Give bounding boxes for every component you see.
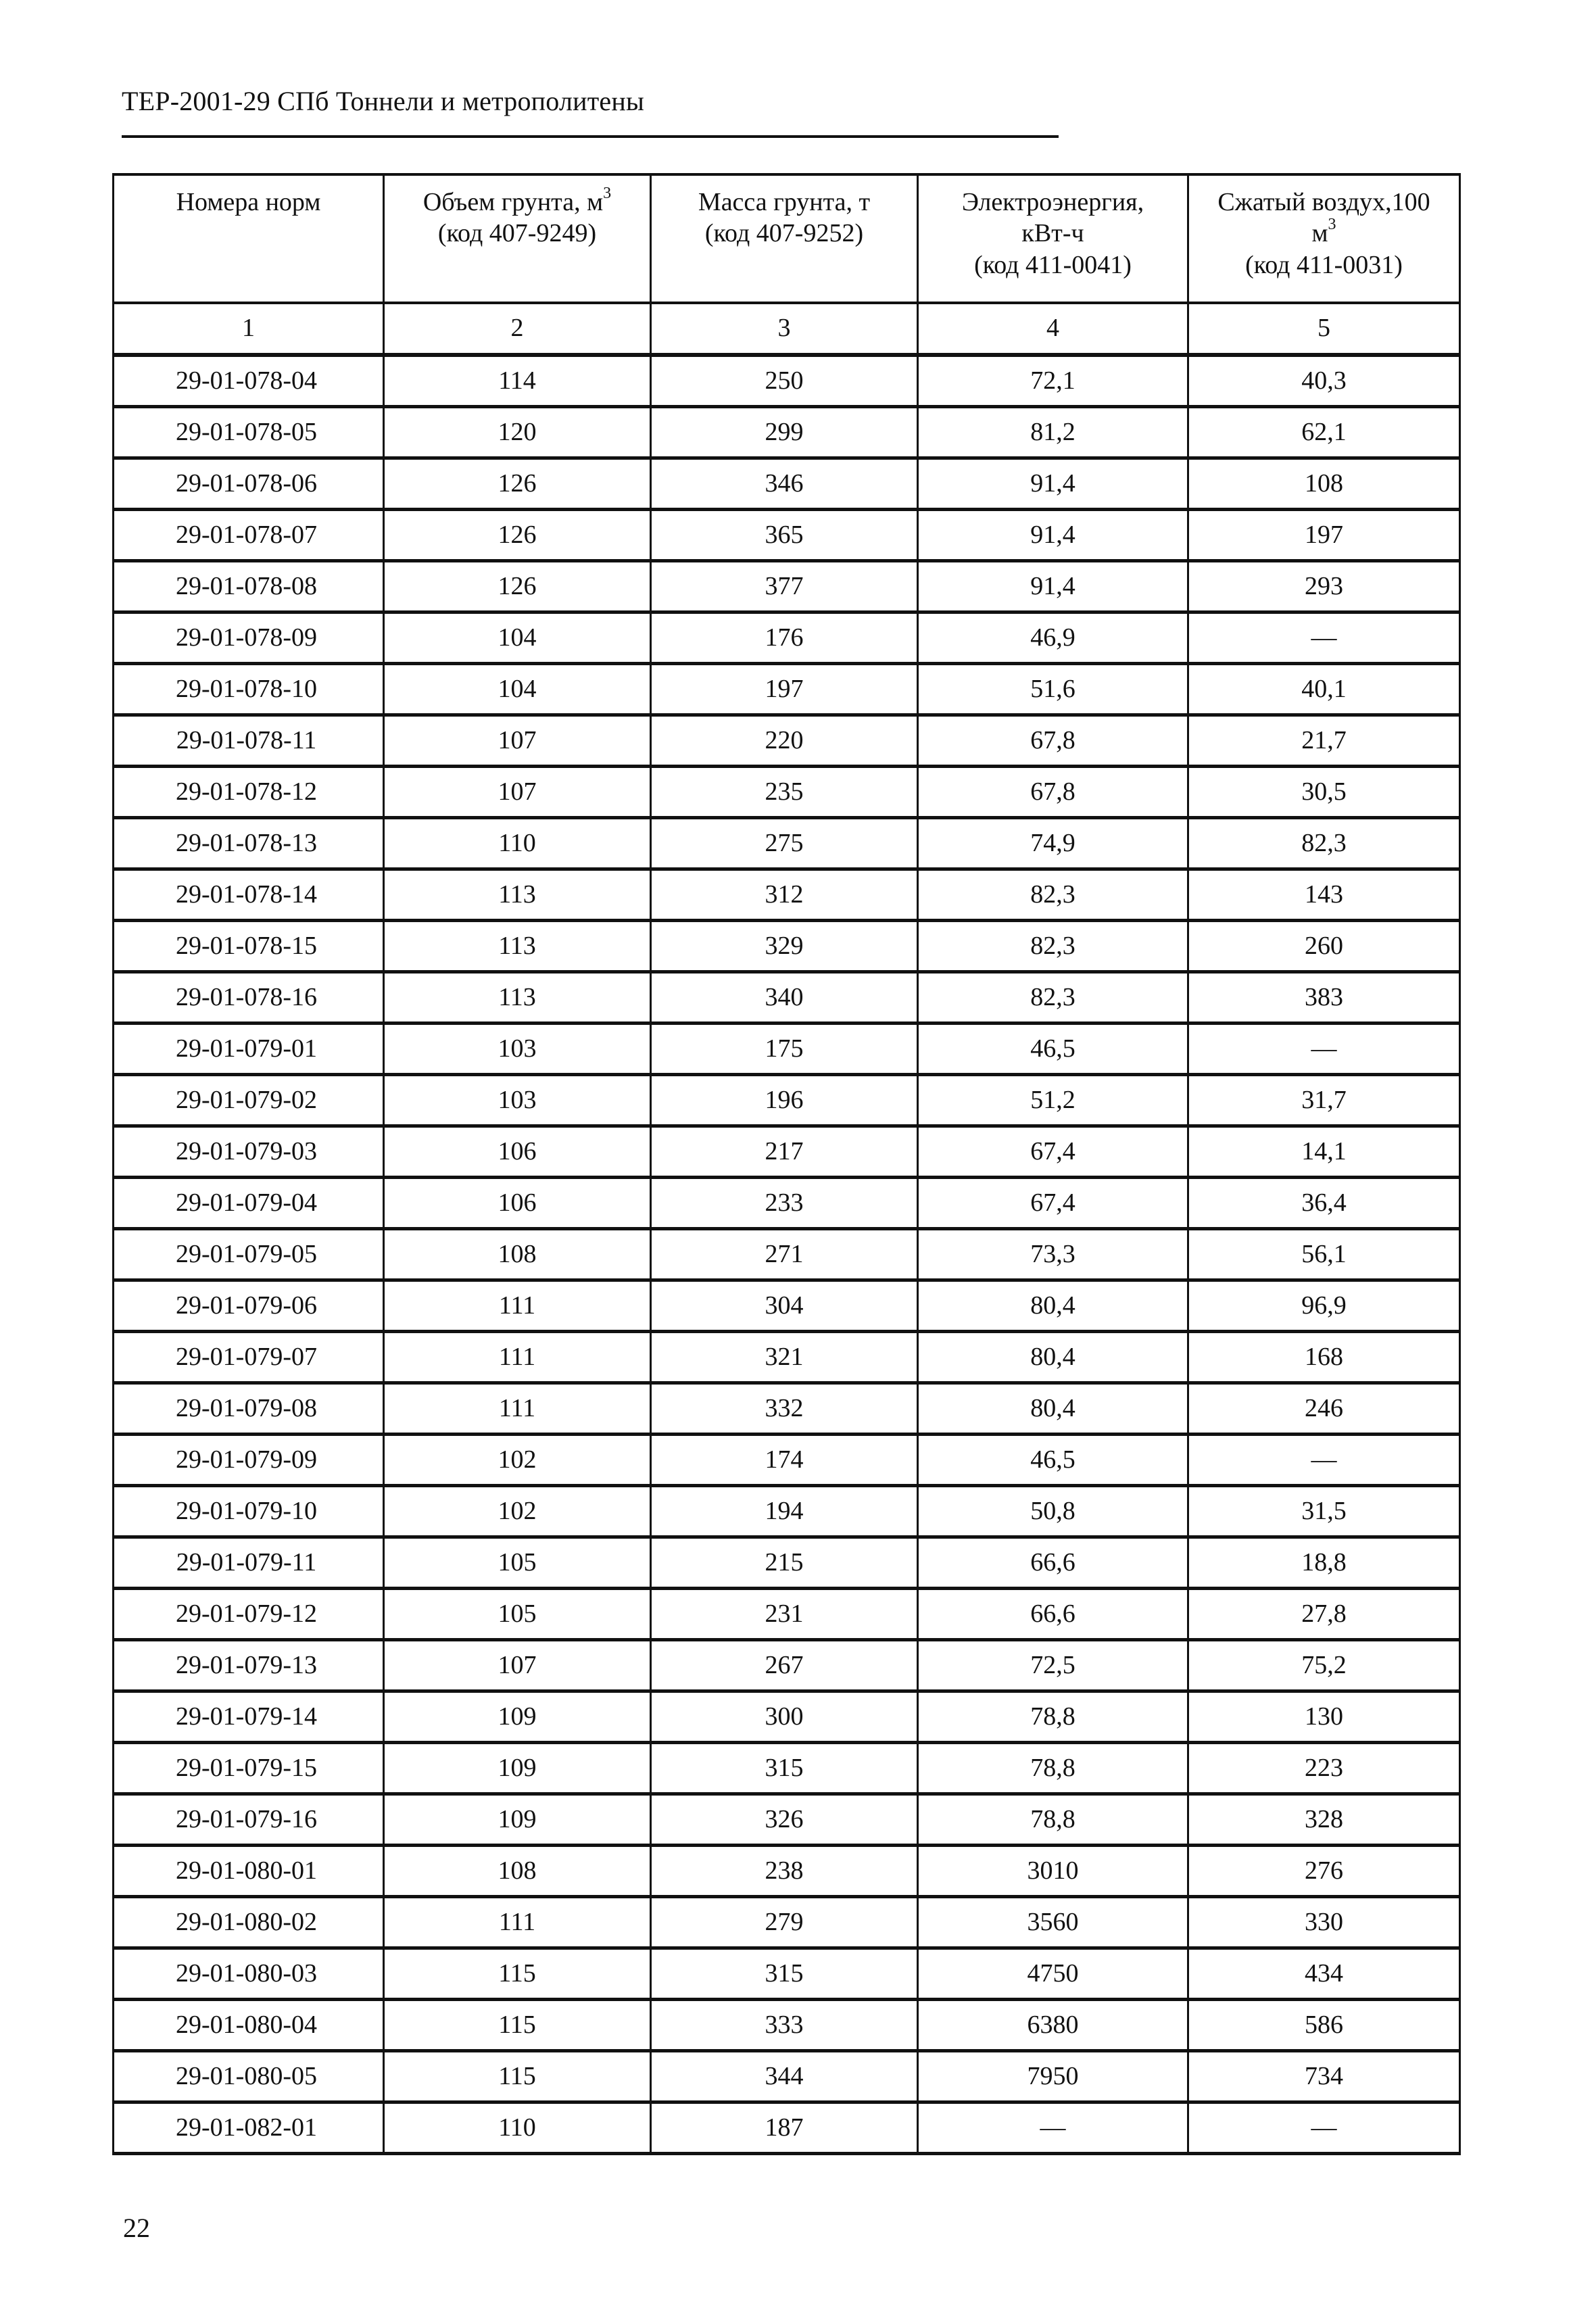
norm-number-cell: 29-01-078-05 — [114, 407, 384, 458]
table-row — [114, 2000, 1460, 2051]
norm-number-cell: 29-01-079-10 — [114, 1486, 384, 1537]
soil-mass-cell: 196 — [651, 1075, 918, 1126]
electricity-cell: 3560 — [918, 1897, 1188, 1948]
soil-mass-cell: 175 — [651, 1024, 918, 1075]
compressed-air-cell: 260 — [1188, 921, 1460, 972]
soil-mass-cell: 233 — [651, 1178, 918, 1229]
soil-mass-cell: 279 — [651, 1897, 918, 1948]
electricity-cell: 81,2 — [918, 407, 1188, 458]
norm-number-cell: 29-01-080-04 — [114, 2000, 384, 2051]
compressed-air-cell: 328 — [1188, 1794, 1460, 1846]
norm-number-cell: 29-01-078-12 — [114, 767, 384, 818]
header-line: (код 407-9249) — [437, 219, 597, 248]
table-row — [114, 1024, 1460, 1075]
table-row — [114, 612, 1460, 664]
table-row — [114, 561, 1460, 612]
header-line: Электроэнергия, — [961, 188, 1144, 216]
table-row — [114, 1846, 1460, 1897]
soil-volume-cell: 115 — [384, 1948, 651, 2000]
compressed-air-cell: 586 — [1188, 2000, 1460, 2051]
electricity-cell: 66,6 — [918, 1589, 1188, 1640]
electricity-cell: 46,9 — [918, 612, 1188, 664]
electricity-cell: 80,4 — [918, 1332, 1188, 1383]
norm-number-cell: 29-01-079-16 — [114, 1794, 384, 1846]
norm-number-cell: 29-01-078-06 — [114, 458, 384, 510]
column-header-soil-volume — [384, 174, 651, 303]
table-row — [114, 1948, 1460, 2000]
soil-volume-cell: 126 — [384, 510, 651, 561]
table-row — [114, 921, 1460, 972]
soil-mass-cell: 275 — [651, 818, 918, 869]
soil-volume-cell: 114 — [384, 355, 651, 407]
compressed-air-cell: 130 — [1188, 1691, 1460, 1743]
compressed-air-cell: 36,4 — [1188, 1178, 1460, 1229]
soil-volume-cell: 109 — [384, 1691, 651, 1743]
soil-mass-cell: 346 — [651, 458, 918, 510]
norm-number-cell: 29-01-078-13 — [114, 818, 384, 869]
compressed-air-cell: 18,8 — [1188, 1537, 1460, 1589]
soil-volume-cell: 111 — [384, 1897, 651, 1948]
electricity-cell: 78,8 — [918, 1691, 1188, 1743]
soil-mass-cell: 250 — [651, 355, 918, 407]
column-header-electricity — [918, 174, 1188, 303]
soil-mass-cell: 329 — [651, 921, 918, 972]
soil-volume-cell: 113 — [384, 972, 651, 1024]
soil-volume-cell: 102 — [384, 1486, 651, 1537]
table-row — [114, 818, 1460, 869]
table-row — [114, 2102, 1460, 2154]
compressed-air-cell: 293 — [1188, 561, 1460, 612]
norm-number-cell: 29-01-079-14 — [114, 1691, 384, 1743]
compressed-air-cell: 31,5 — [1188, 1486, 1460, 1537]
soil-volume-cell: 115 — [384, 2051, 651, 2102]
header-line: (код 411-0041) — [974, 250, 1132, 279]
soil-volume-cell: 106 — [384, 1178, 651, 1229]
norm-number-cell: 29-01-079-03 — [114, 1126, 384, 1178]
soil-volume-cell: 126 — [384, 561, 651, 612]
soil-mass-cell: 315 — [651, 1948, 918, 2000]
compressed-air-cell: — — [1188, 612, 1460, 664]
norm-number-cell: 29-01-079-11 — [114, 1537, 384, 1589]
soil-volume-cell: 120 — [384, 407, 651, 458]
superscript: 3 — [603, 185, 612, 202]
soil-mass-cell: 344 — [651, 2051, 918, 2102]
compressed-air-cell: 62,1 — [1188, 407, 1460, 458]
table-row — [114, 869, 1460, 921]
soil-mass-cell: 174 — [651, 1435, 918, 1486]
table-row — [114, 1075, 1460, 1126]
compressed-air-cell: 75,2 — [1188, 1640, 1460, 1691]
norm-number-cell: 29-01-080-01 — [114, 1846, 384, 1897]
column-number: 3 — [651, 303, 918, 355]
header-line: (код 407-9252) — [704, 219, 864, 248]
electricity-cell: 67,8 — [918, 767, 1188, 818]
table-row — [114, 1743, 1460, 1794]
soil-volume-cell: 113 — [384, 869, 651, 921]
electricity-cell: 80,4 — [918, 1383, 1188, 1435]
compressed-air-cell: 223 — [1188, 1743, 1460, 1794]
table-row — [114, 1897, 1460, 1948]
table-row — [114, 1280, 1460, 1332]
table-row — [114, 1486, 1460, 1537]
soil-volume-cell: 109 — [384, 1743, 651, 1794]
compressed-air-cell: 27,8 — [1188, 1589, 1460, 1640]
soil-mass-cell: 194 — [651, 1486, 918, 1537]
norm-number-cell: 29-01-078-11 — [114, 715, 384, 767]
table-row — [114, 510, 1460, 561]
table-row — [114, 1691, 1460, 1743]
soil-volume-cell: 107 — [384, 767, 651, 818]
table-row — [114, 2051, 1460, 2102]
compressed-air-cell: 56,1 — [1188, 1229, 1460, 1280]
electricity-cell: 72,1 — [918, 355, 1188, 407]
compressed-air-cell: — — [1188, 2102, 1460, 2154]
soil-mass-cell: 267 — [651, 1640, 918, 1691]
soil-mass-cell: 197 — [651, 664, 918, 715]
electricity-cell: 82,3 — [918, 921, 1188, 972]
electricity-cell: 7950 — [918, 2051, 1188, 2102]
compressed-air-cell: 40,1 — [1188, 664, 1460, 715]
table-row — [114, 1640, 1460, 1691]
soil-mass-cell: 326 — [651, 1794, 918, 1846]
compressed-air-cell: 14,1 — [1188, 1126, 1460, 1178]
soil-volume-cell: 115 — [384, 2000, 651, 2051]
soil-volume-cell: 106 — [384, 1126, 651, 1178]
table-row — [114, 1332, 1460, 1383]
electricity-cell: 66,6 — [918, 1537, 1188, 1589]
soil-volume-cell: 105 — [384, 1589, 651, 1640]
soil-volume-cell: 103 — [384, 1075, 651, 1126]
compressed-air-cell: 31,7 — [1188, 1075, 1460, 1126]
norm-number-cell: 29-01-079-08 — [114, 1383, 384, 1435]
superscript: 3 — [1328, 216, 1336, 234]
soil-mass-cell: 235 — [651, 767, 918, 818]
electricity-cell: 91,4 — [918, 510, 1188, 561]
header-line: м — [1311, 219, 1328, 248]
soil-volume-cell: 110 — [384, 818, 651, 869]
norm-number-cell: 29-01-078-10 — [114, 664, 384, 715]
norm-number-cell: 29-01-078-04 — [114, 355, 384, 407]
norm-number-cell: 29-01-078-16 — [114, 972, 384, 1024]
soil-mass-cell: 377 — [651, 561, 918, 612]
soil-mass-cell: 299 — [651, 407, 918, 458]
soil-volume-cell: 107 — [384, 715, 651, 767]
column-header-compressed-air — [1188, 174, 1460, 303]
electricity-cell: 46,5 — [918, 1435, 1188, 1486]
soil-volume-cell: 104 — [384, 664, 651, 715]
soil-volume-cell: 109 — [384, 1794, 651, 1846]
norm-number-cell: 29-01-078-08 — [114, 561, 384, 612]
norm-number-cell: 29-01-079-05 — [114, 1229, 384, 1280]
soil-volume-cell: 111 — [384, 1383, 651, 1435]
compressed-air-cell: 246 — [1188, 1383, 1460, 1435]
table-row — [114, 1435, 1460, 1486]
compressed-air-cell: 108 — [1188, 458, 1460, 510]
soil-mass-cell: 332 — [651, 1383, 918, 1435]
electricity-cell: 74,9 — [918, 818, 1188, 869]
column-header-soil-mass — [651, 174, 918, 303]
soil-mass-cell: 312 — [651, 869, 918, 921]
soil-volume-cell: 104 — [384, 612, 651, 664]
soil-mass-cell: 340 — [651, 972, 918, 1024]
norm-number-cell: 29-01-079-06 — [114, 1280, 384, 1332]
soil-volume-cell: 105 — [384, 1537, 651, 1589]
soil-volume-cell: 111 — [384, 1280, 651, 1332]
norm-number-cell: 29-01-079-07 — [114, 1332, 384, 1383]
electricity-cell: 50,8 — [918, 1486, 1188, 1537]
header-line: кВт-ч — [1021, 219, 1084, 248]
electricity-cell: 91,4 — [918, 458, 1188, 510]
header-line: Объем грунта, м — [422, 188, 604, 216]
compressed-air-cell: 197 — [1188, 510, 1460, 561]
electricity-cell: — — [918, 2102, 1188, 2154]
soil-mass-cell: 300 — [651, 1691, 918, 1743]
electricity-cell: 3010 — [918, 1846, 1188, 1897]
soil-mass-cell: 271 — [651, 1229, 918, 1280]
electricity-cell: 78,8 — [918, 1743, 1188, 1794]
soil-volume-cell: 103 — [384, 1024, 651, 1075]
electricity-cell: 80,4 — [918, 1280, 1188, 1332]
header-line: (код 411-0031) — [1245, 250, 1403, 279]
electricity-cell: 73,3 — [918, 1229, 1188, 1280]
page-number: 22 — [123, 2213, 150, 2243]
norm-number-cell: 29-01-079-12 — [114, 1589, 384, 1640]
compressed-air-cell: 82,3 — [1188, 818, 1460, 869]
soil-volume-cell: 108 — [384, 1846, 651, 1897]
electricity-cell: 82,3 — [918, 972, 1188, 1024]
electricity-cell: 51,2 — [918, 1075, 1188, 1126]
document-header-title: ТЕР-2001-29 СПб Тоннели и метрополитены — [122, 86, 645, 116]
table-row — [114, 1537, 1460, 1589]
compressed-air-cell: 30,5 — [1188, 767, 1460, 818]
column-number: 2 — [384, 303, 651, 355]
norm-number-cell: 29-01-079-01 — [114, 1024, 384, 1075]
table-row — [114, 1229, 1460, 1280]
electricity-cell: 82,3 — [918, 869, 1188, 921]
soil-mass-cell: 321 — [651, 1332, 918, 1383]
compressed-air-cell: 143 — [1188, 869, 1460, 921]
electricity-cell: 78,8 — [918, 1794, 1188, 1846]
electricity-cell: 67,4 — [918, 1178, 1188, 1229]
electricity-cell: 67,8 — [918, 715, 1188, 767]
table-row — [114, 1589, 1460, 1640]
table-body — [114, 303, 1460, 2154]
electricity-cell: 6380 — [918, 2000, 1188, 2051]
norm-number-cell: 29-01-078-15 — [114, 921, 384, 972]
compressed-air-cell: 40,3 — [1188, 355, 1460, 407]
soil-mass-cell: 231 — [651, 1589, 918, 1640]
norm-number-cell: 29-01-079-09 — [114, 1435, 384, 1486]
header-line: Масса грунта, т — [698, 188, 871, 216]
norm-number-cell: 29-01-079-13 — [114, 1640, 384, 1691]
header-line: Сжатый воздух,100 — [1217, 188, 1430, 216]
column-number: 1 — [114, 303, 384, 355]
header-divider — [122, 135, 1059, 138]
table-row — [114, 715, 1460, 767]
soil-volume-cell: 102 — [384, 1435, 651, 1486]
soil-volume-cell: 126 — [384, 458, 651, 510]
soil-mass-cell: 215 — [651, 1537, 918, 1589]
soil-mass-cell: 365 — [651, 510, 918, 561]
norm-number-cell: 29-01-080-05 — [114, 2051, 384, 2102]
soil-mass-cell: 315 — [651, 1743, 918, 1794]
norm-number-cell: 29-01-082-01 — [114, 2102, 384, 2154]
table-row — [114, 664, 1460, 715]
table-row — [114, 972, 1460, 1024]
compressed-air-cell: 276 — [1188, 1846, 1460, 1897]
soil-mass-cell: 220 — [651, 715, 918, 767]
norm-number-cell: 29-01-079-15 — [114, 1743, 384, 1794]
compressed-air-cell: 434 — [1188, 1948, 1460, 2000]
soil-mass-cell: 176 — [651, 612, 918, 664]
table-header-row — [114, 174, 1460, 303]
norm-number-cell: 29-01-080-03 — [114, 1948, 384, 2000]
table-row — [114, 1126, 1460, 1178]
norm-number-cell: 29-01-078-09 — [114, 612, 384, 664]
header-line: Номера норм — [176, 188, 321, 216]
norm-number-cell: 29-01-079-04 — [114, 1178, 384, 1229]
norms-table-container — [112, 173, 1459, 2155]
norm-number-cell: 29-01-079-02 — [114, 1075, 384, 1126]
soil-volume-cell: 107 — [384, 1640, 651, 1691]
table-row — [114, 407, 1460, 458]
compressed-air-cell: 734 — [1188, 2051, 1460, 2102]
norm-number-cell: 29-01-078-07 — [114, 510, 384, 561]
soil-volume-cell: 108 — [384, 1229, 651, 1280]
soil-volume-cell: 113 — [384, 921, 651, 972]
column-number-row — [114, 303, 1460, 355]
compressed-air-cell: — — [1188, 1024, 1460, 1075]
column-number: 5 — [1188, 303, 1460, 355]
table-row — [114, 355, 1460, 407]
column-header-norm-numbers — [114, 174, 384, 303]
norms-table — [112, 173, 1461, 2155]
soil-mass-cell: 217 — [651, 1126, 918, 1178]
electricity-cell: 51,6 — [918, 664, 1188, 715]
electricity-cell: 46,5 — [918, 1024, 1188, 1075]
norm-number-cell: 29-01-078-14 — [114, 869, 384, 921]
table-row — [114, 1178, 1460, 1229]
column-number: 4 — [918, 303, 1188, 355]
soil-mass-cell: 187 — [651, 2102, 918, 2154]
compressed-air-cell: 168 — [1188, 1332, 1460, 1383]
norm-number-cell: 29-01-080-02 — [114, 1897, 384, 1948]
soil-mass-cell: 238 — [651, 1846, 918, 1897]
soil-volume-cell: 111 — [384, 1332, 651, 1383]
table-row — [114, 767, 1460, 818]
compressed-air-cell: 330 — [1188, 1897, 1460, 1948]
electricity-cell: 67,4 — [918, 1126, 1188, 1178]
soil-mass-cell: 333 — [651, 2000, 918, 2051]
electricity-cell: 4750 — [918, 1948, 1188, 2000]
soil-volume-cell: 110 — [384, 2102, 651, 2154]
compressed-air-cell: 383 — [1188, 972, 1460, 1024]
electricity-cell: 91,4 — [918, 561, 1188, 612]
table-row — [114, 458, 1460, 510]
table-row — [114, 1383, 1460, 1435]
table-row — [114, 1794, 1460, 1846]
compressed-air-cell: 21,7 — [1188, 715, 1460, 767]
soil-mass-cell: 304 — [651, 1280, 918, 1332]
compressed-air-cell: 96,9 — [1188, 1280, 1460, 1332]
electricity-cell: 72,5 — [918, 1640, 1188, 1691]
compressed-air-cell: — — [1188, 1435, 1460, 1486]
